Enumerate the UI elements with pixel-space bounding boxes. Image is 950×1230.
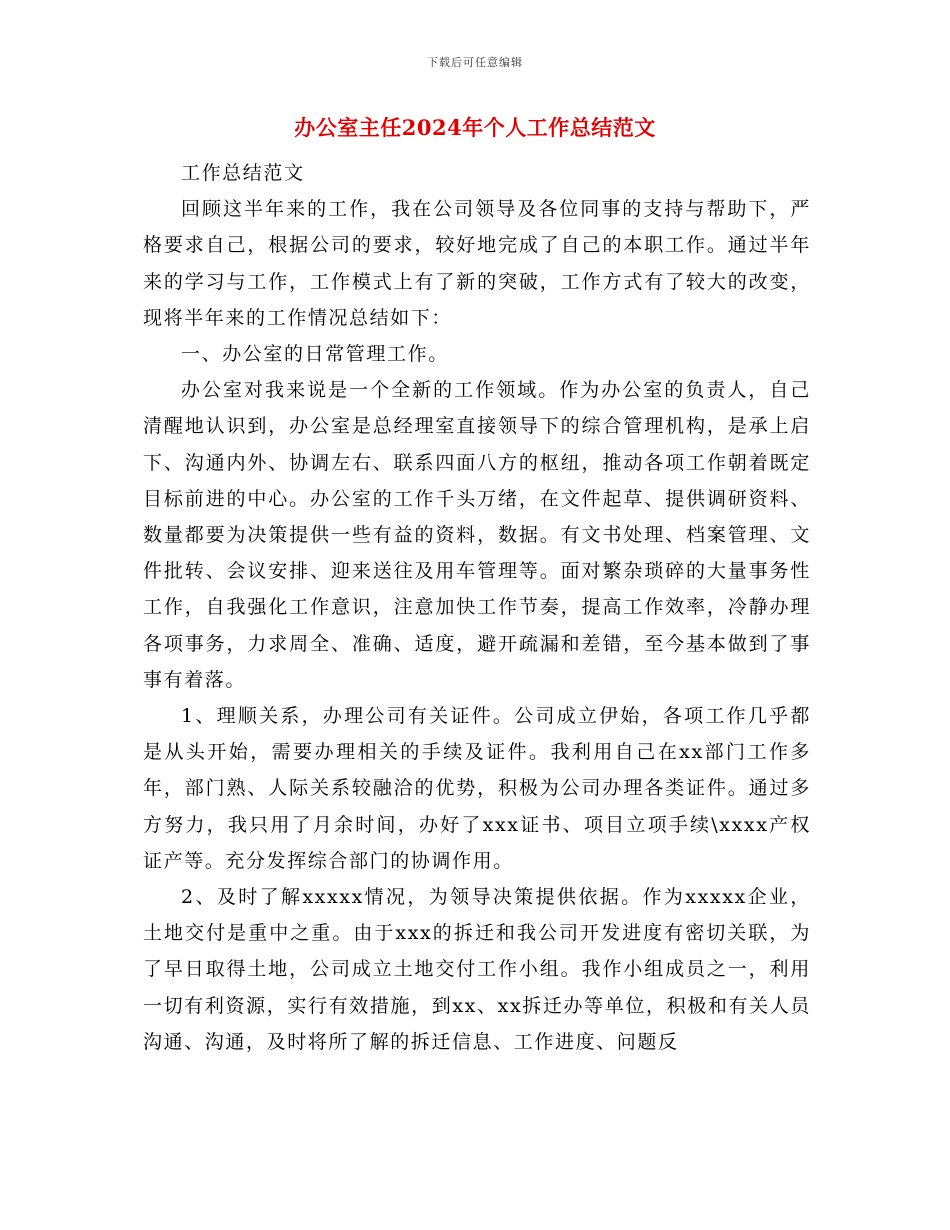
document-title: 办公室主任2024年个人工作总结范文 — [294, 115, 656, 140]
header-note: 下载后可任意编辑 — [427, 56, 523, 69]
document-body — [143, 155, 811, 1060]
paragraph-subtitle: 工作总结范文 — [181, 162, 305, 184]
paragraph-section-heading: 一、办公室的日常管理工作。 — [181, 343, 449, 366]
paragraph-item-2: 2、及时了解xxxxx情况，为领导决策提供依据。作为xxxxx企业，土地交付是重中之重。由于xxx的拆迁和我公司开发进度有密切关联，为了早日取得土地，公司成立土地交付工作小组。我作小组成员之一，利用一切有利资源，实行有效措施，到xx、xx拆迁办等单位，积极和有关人员沟通、沟通，及时将所了解的拆迁信息、工作进度、问题反 — [143, 886, 811, 1053]
paragraph-item-1: 1、理顺关系，办理公司有关证件。公司成立伊始，各项工作几乎都是从头开始，需要办理相关的手续及证件。我利用自己在xx部门工作多年，部门熟、人际关系较融洽的优势，积极为公司办理各类证件。通过多方努力，我只用了月余时间，办好了xxx证书、项目立项手续\xxxx产权证产等。充分发挥综合部门的协调作用。 — [143, 705, 811, 872]
paragraph-intro: 回顾这半年来的工作，我在公司领导及各位同事的支持与帮助下，严格要求自己，根据公司的要求，较好地完成了自己的本职工作。通过半年来的学习与工作，工作模式上有了新的突破，工作方式有了较大的改变，现将半年来的工作情况总结如下： — [143, 198, 811, 329]
paragraph-office-work: 办公室对我来说是一个全新的工作领域。作为办公室的负责人，自己清醒地认识到，办公室是总经理室直接领导下的综合管理机构，是承上启下、沟通内外、协调左右、联系四面八方的枢纽，推动各项工作朝着既定目标前进的中心。办公室的工作千头万绪，在文件起草、提供调研资料、数量都要为决策提供一些有益的资料，数据。有文书处理、档案管理、文件批转、会议安排、迎来送往及用车管理等。面对繁杂琐碎的大量事务性工作，自我强化工作意识，注意加快工作节奏，提高工作效率，冷静办理各项事务，力求周全、准确、适度，避开疏漏和差错，至今基本做到了事事有着落。 — [143, 379, 811, 691]
